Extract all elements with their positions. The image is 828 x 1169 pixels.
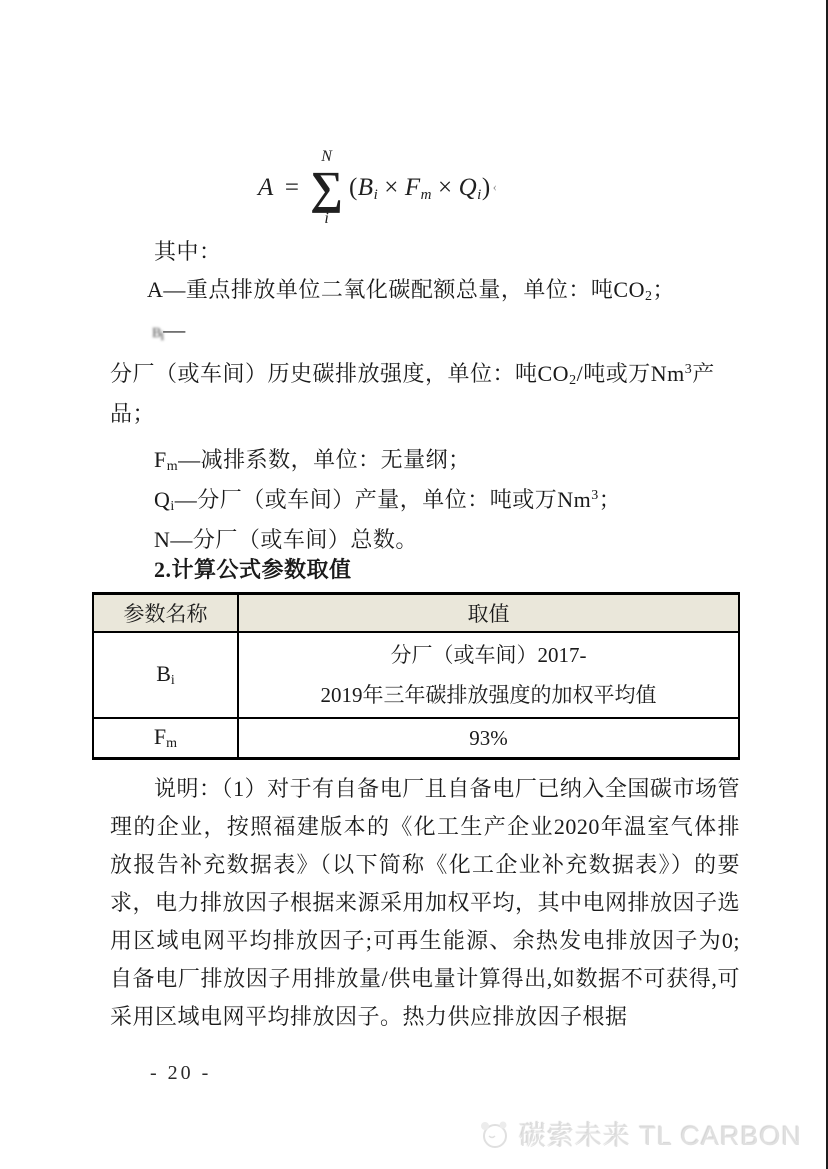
formula-equals: = <box>283 174 301 201</box>
sum-lower-index: i <box>324 210 329 227</box>
times-operator: × <box>384 174 399 201</box>
def-b-dash: — <box>163 317 186 342</box>
table-header-row <box>93 594 739 633</box>
times-operator: × <box>437 174 453 201</box>
value-cell-fm: 93% <box>238 718 739 759</box>
value-line: 分厂（或车间）2017- <box>390 643 587 667</box>
brand-watermark <box>473 1114 802 1153</box>
var-b-sub: i <box>373 187 379 203</box>
nm3-superscript: 3 <box>684 362 693 377</box>
header-value: 取值 <box>238 594 739 633</box>
paragraph-mark: ‹ <box>492 179 498 194</box>
param-cell-fm: $F_m$ <box>93 718 238 759</box>
value-line: 2019年三年碳排放强度的加权平均值 <box>320 683 657 707</box>
table-row <box>93 632 739 718</box>
section-heading: 2.计算公式参数取值 <box>154 557 352 582</box>
note-paragraph: 说明：（1）对于有自备电厂且自备电厂已纳入全国碳市场管理的企业，按照福建版本的《化工生产企业2020年温室气体排放报告补充数据表》（以下简称《化工企业补充数据表》）的要求，电力排放因子根据来源采用加权平均，其中电网排放因子选用区域电网平均排放因子;可再生能源、余热发电排放因子为0;自备电厂排放因子用排放量/供电量计算得出,如数据不可获得,可采用区域电网平均排放因子。热力供应排放因子根据 <box>110 776 741 1029</box>
where-label: 其中： <box>154 239 222 264</box>
def-b-symbol <box>110 310 740 354</box>
page-content <box>110 0 740 1085</box>
def-q-punct: ； <box>598 487 622 512</box>
sigma-icon: ∑ <box>310 162 343 213</box>
open-paren: ( <box>348 174 358 201</box>
formula-lhs: A <box>258 174 274 201</box>
def-q <box>110 480 740 520</box>
sum-upper-limit: N <box>321 148 332 165</box>
brand-text: 碳索未来 TL CARBON <box>518 1121 802 1151</box>
var-f-sub: m <box>420 187 432 203</box>
formula-body <box>349 174 498 202</box>
def-b-text: 分厂（或车间）历史碳排放强度，单位：吨CO <box>110 361 570 386</box>
def-f-subscript: m <box>166 459 179 474</box>
close-paren: ) <box>481 174 491 201</box>
def-f-symbol: F <box>154 447 167 472</box>
var-q-sub: i <box>477 187 482 203</box>
def-b-units: /吨或万Nm <box>576 361 685 386</box>
table-row <box>93 718 739 759</box>
allocation-formula <box>258 148 740 228</box>
def-b-tail: 产 <box>692 361 715 386</box>
blurred-b-symbol: $B_i$ <box>152 326 164 344</box>
def-b-text-line1 <box>110 354 740 394</box>
header-param-name: 参数名称 <box>93 594 238 633</box>
var-q: Q <box>458 174 478 201</box>
parameters-table <box>92 592 740 760</box>
def-q-text: —分厂（或车间）产量，单位：吨或万Nm <box>174 487 592 512</box>
tl-carbon-logo-icon <box>473 1117 511 1151</box>
page-number: - 20 - <box>150 1062 212 1084</box>
value-cell-bi <box>238 632 739 718</box>
def-n: N—分厂（或车间）总数。 <box>154 527 418 552</box>
def-f <box>110 440 740 480</box>
def-a-text: A—重点排放单位二氧化碳配额总量，单位：吨CO <box>147 277 645 302</box>
var-b: B <box>357 174 374 201</box>
summation-symbol <box>310 148 343 228</box>
def-a <box>110 270 740 310</box>
def-q-subscript: i <box>170 499 175 514</box>
def-b-text-line2: 品； <box>110 401 156 426</box>
def-a-punct: ； <box>652 277 675 302</box>
def-q-superscript: 3 <box>591 488 599 503</box>
co2-subscript: 2 <box>569 373 577 388</box>
def-f-text: —减排系数，单位：无量纲； <box>178 447 471 472</box>
def-q-symbol: Q <box>154 487 171 512</box>
var-f: F <box>404 174 421 201</box>
def-a-subscript: 2 <box>644 289 653 304</box>
param-cell-bi: $B_i$ <box>93 632 238 718</box>
